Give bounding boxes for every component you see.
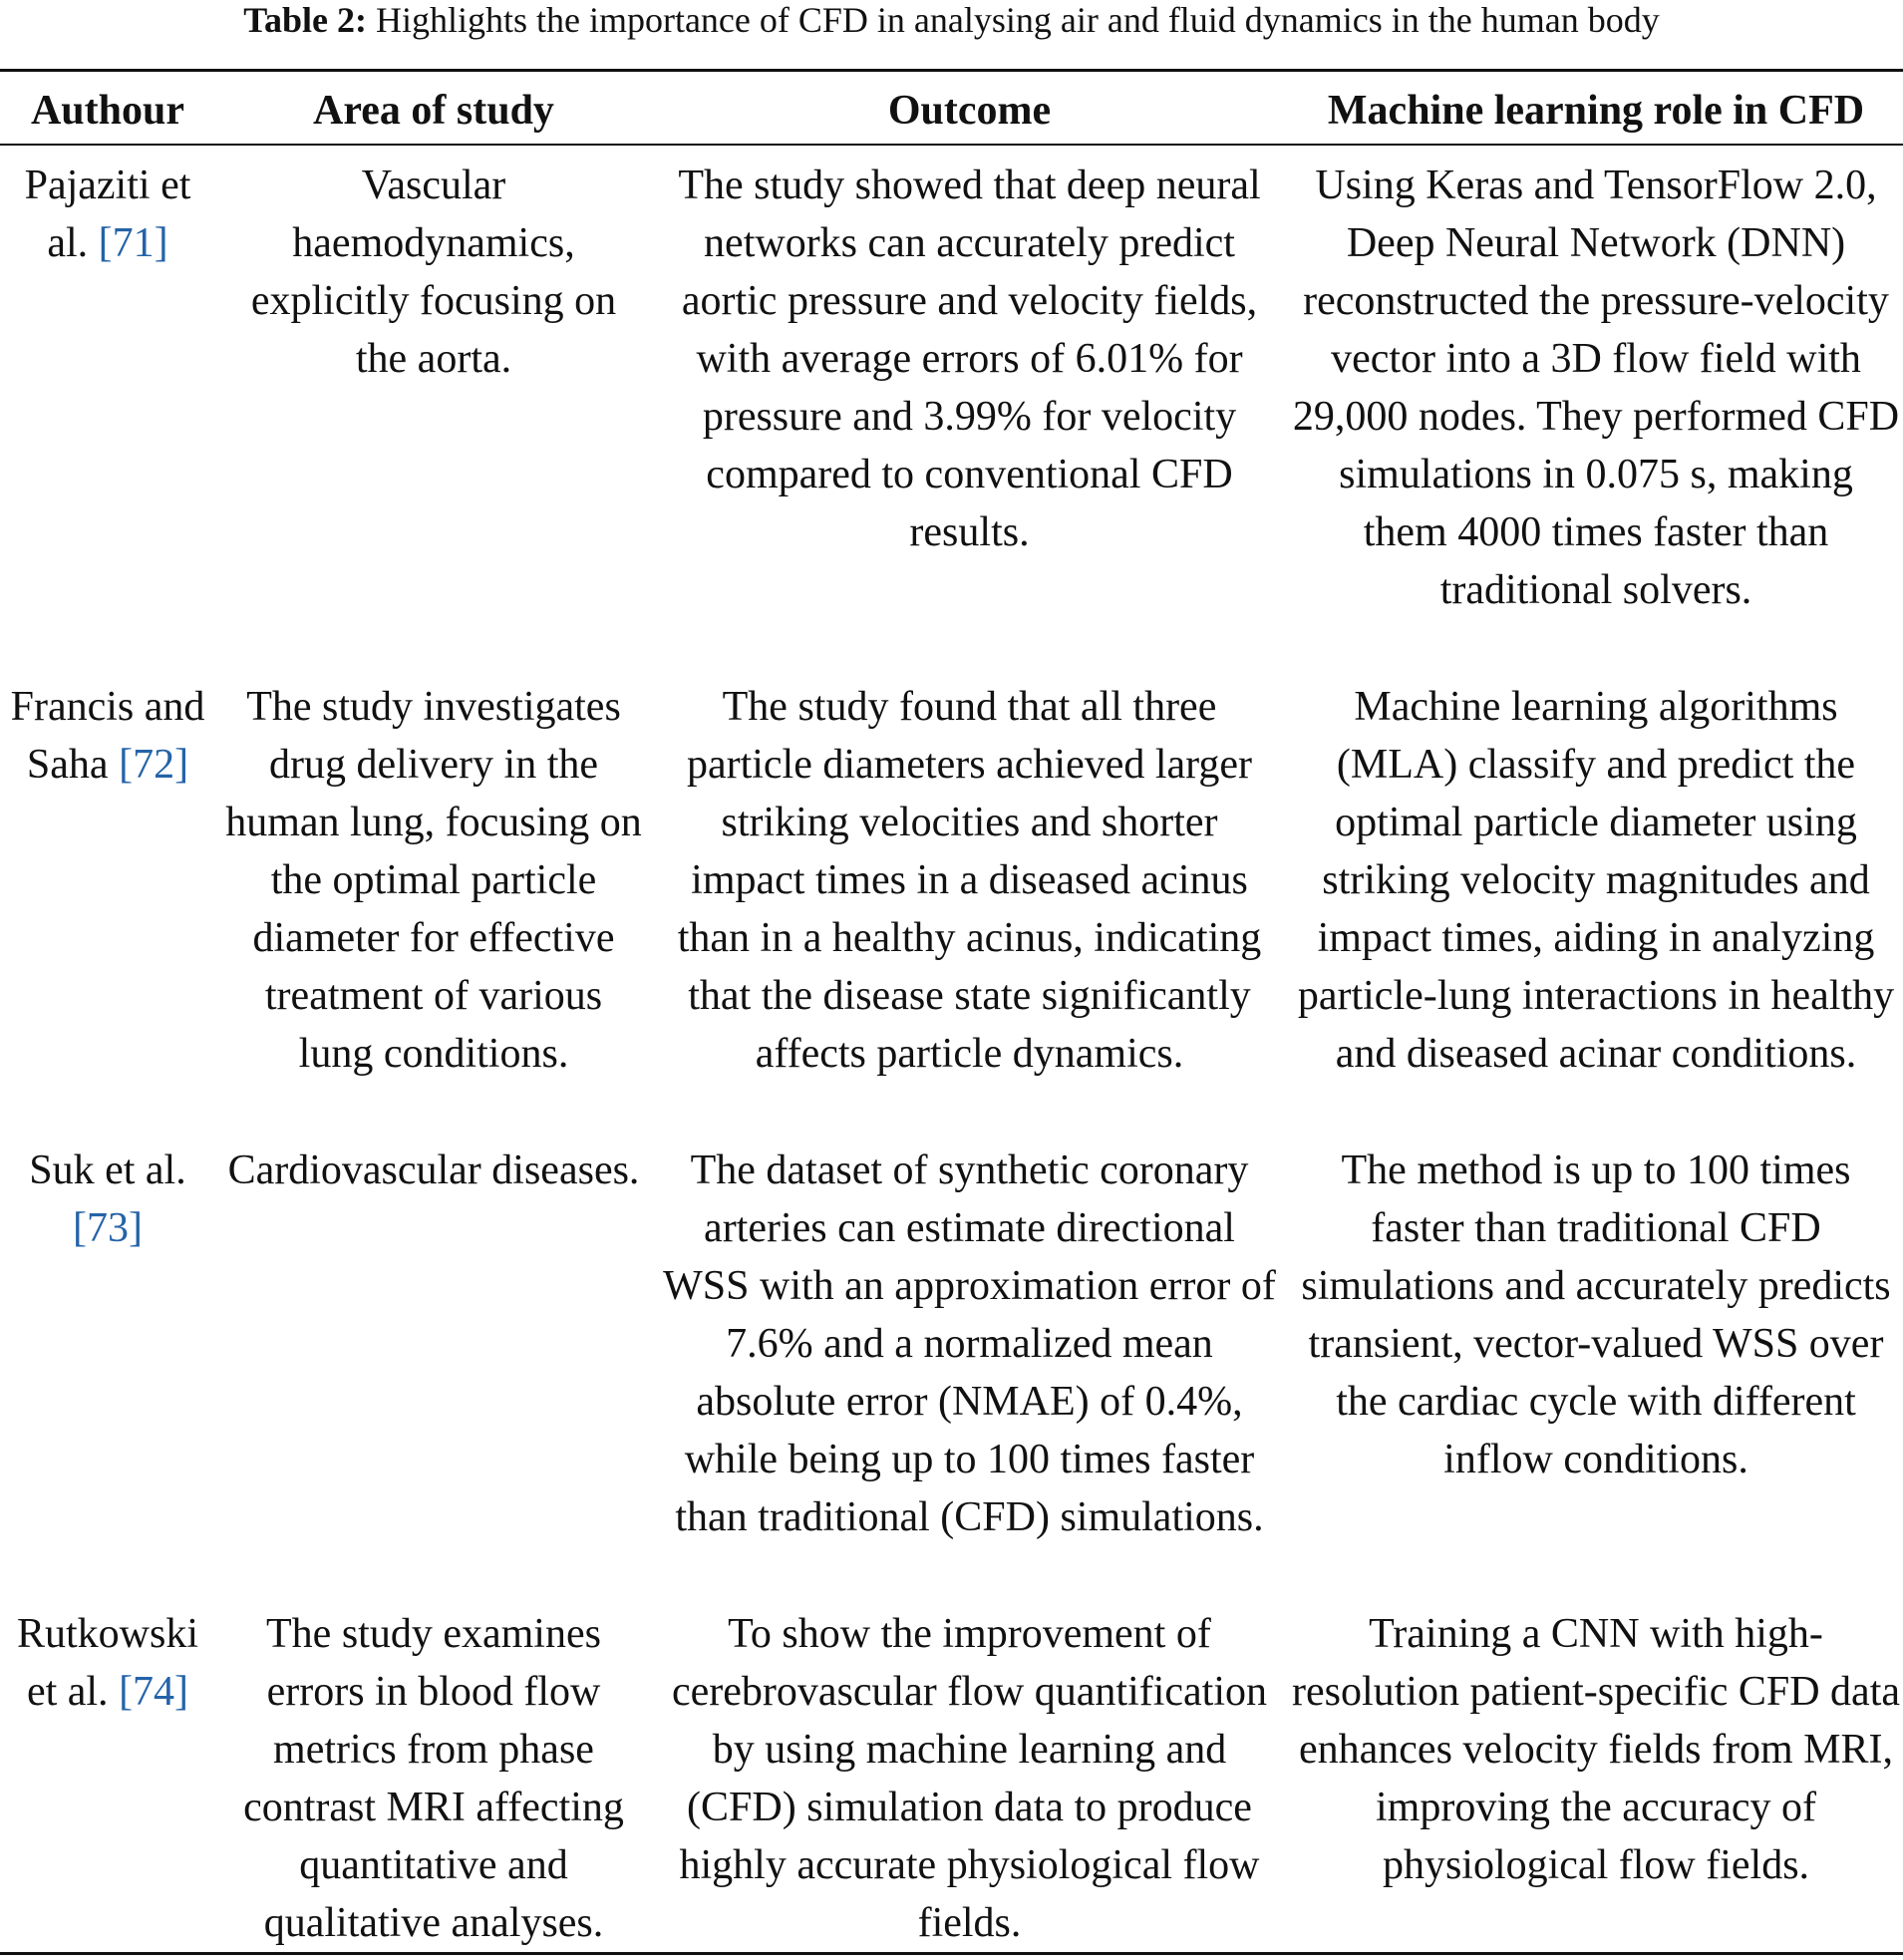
author-cell	[8, 157, 207, 272]
table-bottom-rule	[0, 1952, 1903, 1955]
citation-link[interactable]: [73]	[73, 1205, 143, 1251]
outcome-cell: The study found that all three particle diameters achieved larger striking velocities and shorter impact times in a diseased acinus than in a healthy acinus, indicating that the disease state significantly affects particle dynamics.	[677, 684, 1262, 1077]
ml-role-cell: Machine learning algorithms (MLA) classify and predict the optimal particle diameter using striking velocity magnitudes and impact times, aiding in analyzing particle-lung interactions in healthy and diseased acinar conditions.	[1297, 684, 1895, 1077]
outcome-cell: The dataset of synthetic coronary arteries can estimate directional WSS with an approximation error of 7.6% and a normalized mean absolute error (NMAE) of 0.4%, while being up to 100 times faster than traditional (CFD) simulations.	[663, 1147, 1276, 1540]
table-header	[0, 82, 1903, 140]
author-cell	[8, 1605, 207, 1721]
citation-link[interactable]: [71]	[98, 220, 168, 266]
ml-role-cell: Using Keras and TensorFlow 2.0, Deep Neural Network (DNN) reconstructed the pressure-velocity vector into a 3D flow field with 29,000 nodes. They performed CFD simulations in 0.075 s, making them 4000 times faster than traditional solvers.	[1292, 163, 1900, 613]
table-header-rule	[0, 144, 1903, 146]
area-cell: The study investigates drug delivery in the human lung, focusing on the optimal particle diameter for effective treatment of various lung conditions.	[225, 684, 642, 1077]
table-top-rule	[0, 69, 1903, 72]
author-name: Francis and Saha	[10, 684, 205, 788]
area-cell: The study examines errors in blood flow metrics from phase contrast MRI affecting quantitative and qualitative analyses.	[243, 1611, 624, 1946]
caption-text: Highlights the importance of CFD in analysing air and fluid dynamics in the human body	[375, 0, 1660, 40]
area-cell: Vascular haemodynamics, explicitly focusing on the aorta.	[250, 163, 617, 382]
header-author: Authour	[30, 88, 185, 134]
author-name: Suk et al.	[29, 1147, 186, 1193]
author-cell	[8, 678, 207, 794]
table-caption	[0, 0, 1903, 60]
caption-label: Table 2:	[243, 0, 367, 40]
author-name: Rutkowski et al.	[16, 1611, 199, 1715]
citation-link[interactable]: [74]	[119, 1669, 189, 1715]
header-outcome: Outcome	[887, 88, 1052, 134]
author-cell	[8, 1142, 207, 1257]
header-ml-role: Machine learning role in CFD	[1327, 88, 1865, 134]
citation-link[interactable]: [72]	[119, 742, 189, 788]
header-area: Area of study	[313, 88, 554, 134]
area-cell: Cardiovascular diseases.	[227, 1147, 640, 1193]
ml-role-cell: Training a CNN with high-resolution patient-specific CFD data enhances velocity fields from MRI, improving the accuracy of physiological flow fields.	[1292, 1611, 1901, 1888]
outcome-cell: The study showed that deep neural networks can accurately predict aortic pressure and velocity fields, with average errors of 6.01% for pressure and 3.99% for velocity compared to conventional CFD results.	[678, 163, 1261, 555]
outcome-cell: To show the improvement of cerebrovascular flow quantification by using machine learning and (CFD) simulation data to produce highly accurate physiological flow fields.	[671, 1611, 1268, 1946]
author-name: Pajaziti et al.	[24, 163, 191, 266]
ml-role-cell: The method is up to 100 times faster than traditional CFD simulations and accurately predicts transient, vector-valued WSS over the cardiac cycle with different inflow conditions.	[1301, 1147, 1891, 1482]
